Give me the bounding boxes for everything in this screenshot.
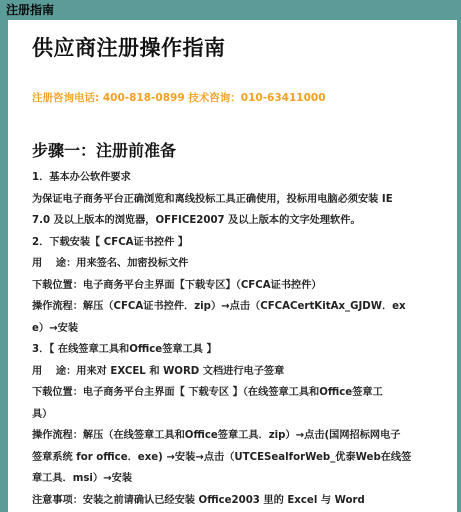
instruction-line: 为保证电子商务平台正确浏览和离线投标工具正确使用，投标用电脑必须安装 IE — [32, 193, 393, 205]
instruction-line: 用 途：用来对 EXCEL 和 WORD 文档进行电子签章 — [32, 365, 285, 377]
instruction-line: 章工具．msi）→安装 — [32, 473, 133, 484]
instruction-line: 具） — [32, 408, 53, 420]
instruction-line: 用 途：用来签名、加密投标文件 — [32, 258, 189, 269]
document-content[interactable] — [8, 20, 457, 512]
window-frame-left — [0, 20, 8, 512]
instruction-line: 1．基本办公软件要求 — [32, 172, 131, 183]
instruction-line: 操作流程：解压（在线签章工具和Office签章工具．zip）→点击(国网招标网电子 — [32, 430, 401, 441]
window-frame-right — [457, 20, 461, 512]
instruction-list — [32, 167, 435, 511]
instruction-line: 7.0 及以上版本的浏览器，OFFICE2007 及以上版本的文字处理软件。 — [32, 215, 361, 226]
instruction-line: 2．下载安装【 CFCA证书控件 】 — [32, 236, 189, 248]
instruction-line: 签章系统 for office．exe) →安装→点击（UTCESealforWeb_优泰Web在线签 — [32, 451, 412, 463]
contact-info: 注册咨询电话: 400-818-0899 技术咨询：010-63411000 — [32, 92, 326, 104]
instruction-line: 下载位置：电子商务平台主界面【下载专区】（CFCA证书控件） — [32, 279, 322, 291]
step-heading: 步骤一：注册前准备 — [32, 141, 177, 160]
page-title: 供应商注册操作指南 — [32, 36, 226, 60]
instruction-line: 3．【 在线签章工具和Office签章工具 】 — [32, 344, 217, 355]
instruction-line: e）→安装 — [32, 322, 79, 334]
instruction-line: 操作流程：解压（CFCA证书控件．zip）→点击（CFCACertKitAx_GJDW．ex — [32, 301, 406, 312]
instruction-line: 下载位置：电子商务平台主界面【 下载专区 】（在线签章工具和Office签章工 — [32, 387, 383, 398]
window-title: 注册指南 — [0, 0, 461, 20]
instruction-line: 注意事项：安装之前请确认已经安装 Office2003 里的 Excel 与 Word — [32, 494, 365, 506]
